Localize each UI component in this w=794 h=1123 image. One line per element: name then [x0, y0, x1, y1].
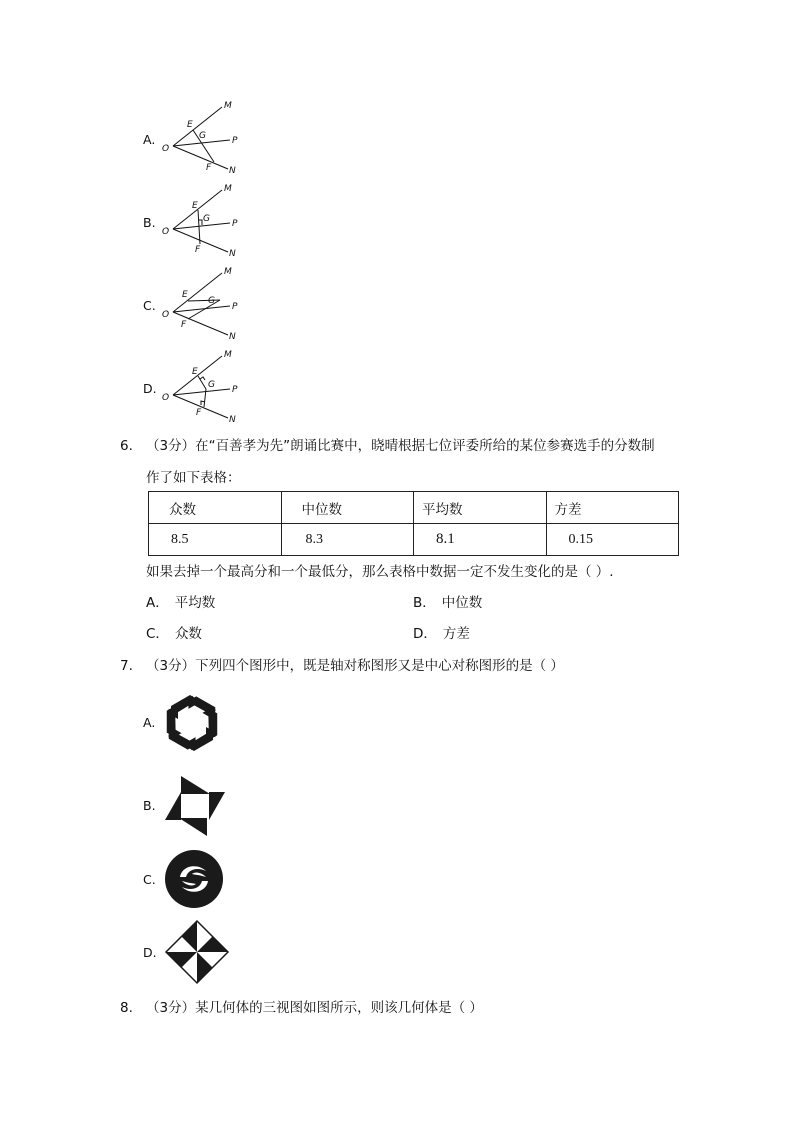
table-cell: 8.1: [414, 524, 547, 556]
point-f: F: [181, 320, 187, 330]
table-cell: 8.5: [149, 524, 282, 556]
q6-stem-line2: 作了如下表格：: [146, 470, 241, 486]
q6-option-d[interactable]: [413, 625, 470, 643]
q5-option-d-label[interactable]: D.: [143, 381, 157, 396]
table-header-cell: 方差: [546, 492, 679, 524]
point-p: P: [232, 302, 238, 312]
option-text: 中位数: [441, 595, 483, 611]
q8-stem: （3分）某几何体的三视图如图所示，则该几何体是（ ）: [146, 1000, 483, 1016]
q7-option-d-label[interactable]: D.: [143, 945, 157, 960]
table-header-cell: 中位数: [281, 492, 414, 524]
point-m: M: [224, 267, 232, 277]
q5-option-d-figure: [160, 347, 250, 429]
table-header-cell: 平均数: [414, 492, 547, 524]
option-text: 平均数: [174, 595, 216, 611]
point-g: G: [208, 380, 215, 390]
point-f: F: [196, 408, 202, 418]
q6-stem-line1: （3分）在“百善孝为先”朗诵比赛中，晓晴根据七位评委所给的某位参赛选手的分数制: [146, 438, 655, 454]
point-o: O: [162, 144, 170, 154]
q5-option-b-label[interactable]: B.: [143, 215, 156, 230]
point-p: P: [232, 385, 238, 395]
point-o: O: [162, 393, 170, 403]
point-n: N: [229, 332, 236, 342]
q7-stem: （3分）下列四个图形中，既是轴对称图形又是中心对称图形的是（ ）: [146, 658, 564, 674]
point-p: P: [232, 136, 238, 146]
taiji-circle-icon: [164, 849, 224, 909]
diamond-pinwheel-icon: [164, 919, 230, 985]
table-cell: 0.15: [546, 524, 679, 556]
q8-number: 8.: [120, 1000, 133, 1016]
point-p: P: [232, 219, 238, 229]
point-e: E: [192, 201, 198, 211]
q6-option-b[interactable]: [413, 594, 482, 612]
option-label: A．: [146, 595, 169, 611]
point-n: N: [229, 415, 236, 425]
point-n: N: [229, 249, 236, 259]
q7-option-a-label[interactable]: A.: [143, 715, 156, 730]
point-o: O: [162, 227, 170, 237]
point-e: E: [182, 290, 188, 300]
point-n: N: [229, 166, 236, 176]
q6-question: 如果去掉一个最高分和一个最低分，那么表格中数据一定不发生变化的是（ ）.: [146, 564, 614, 580]
table-header-cell: 众数: [149, 492, 282, 524]
point-m: M: [224, 350, 232, 360]
table-header-row: [149, 492, 679, 524]
point-m: M: [224, 184, 232, 194]
point-g: G: [208, 296, 215, 306]
point-f: F: [206, 163, 212, 173]
point-e: E: [187, 120, 193, 130]
q6-option-a[interactable]: [146, 594, 215, 612]
point-o: O: [162, 310, 170, 320]
q7-option-b-label[interactable]: B.: [143, 798, 156, 813]
q6-option-c[interactable]: [146, 625, 202, 643]
q5-option-c-label[interactable]: C.: [143, 298, 156, 313]
table-row: [149, 524, 679, 556]
option-text: 众数: [174, 626, 202, 642]
option-text: 方差: [442, 626, 470, 642]
option-label: C．: [146, 626, 169, 642]
option-label: B．: [413, 595, 436, 611]
triangle-pinwheel-icon: [163, 774, 227, 838]
q6-number: 6.: [120, 438, 133, 454]
point-g: G: [199, 131, 206, 141]
q5-option-a-label[interactable]: A.: [143, 132, 156, 147]
table-cell: 8.3: [281, 524, 414, 556]
q7-number: 7.: [120, 658, 133, 674]
point-g: G: [203, 214, 210, 224]
q5-option-a-figure: [160, 98, 250, 180]
hexagon-pinwheel-icon: [163, 692, 221, 754]
point-f: F: [195, 245, 201, 255]
option-label: D．: [413, 626, 437, 642]
q5-option-b-figure: [160, 181, 250, 263]
q5-option-c-figure: [160, 264, 250, 346]
point-m: M: [224, 101, 232, 111]
q6-score-table: [148, 491, 679, 556]
q7-option-c-label[interactable]: C.: [143, 872, 156, 887]
point-e: E: [192, 367, 198, 377]
